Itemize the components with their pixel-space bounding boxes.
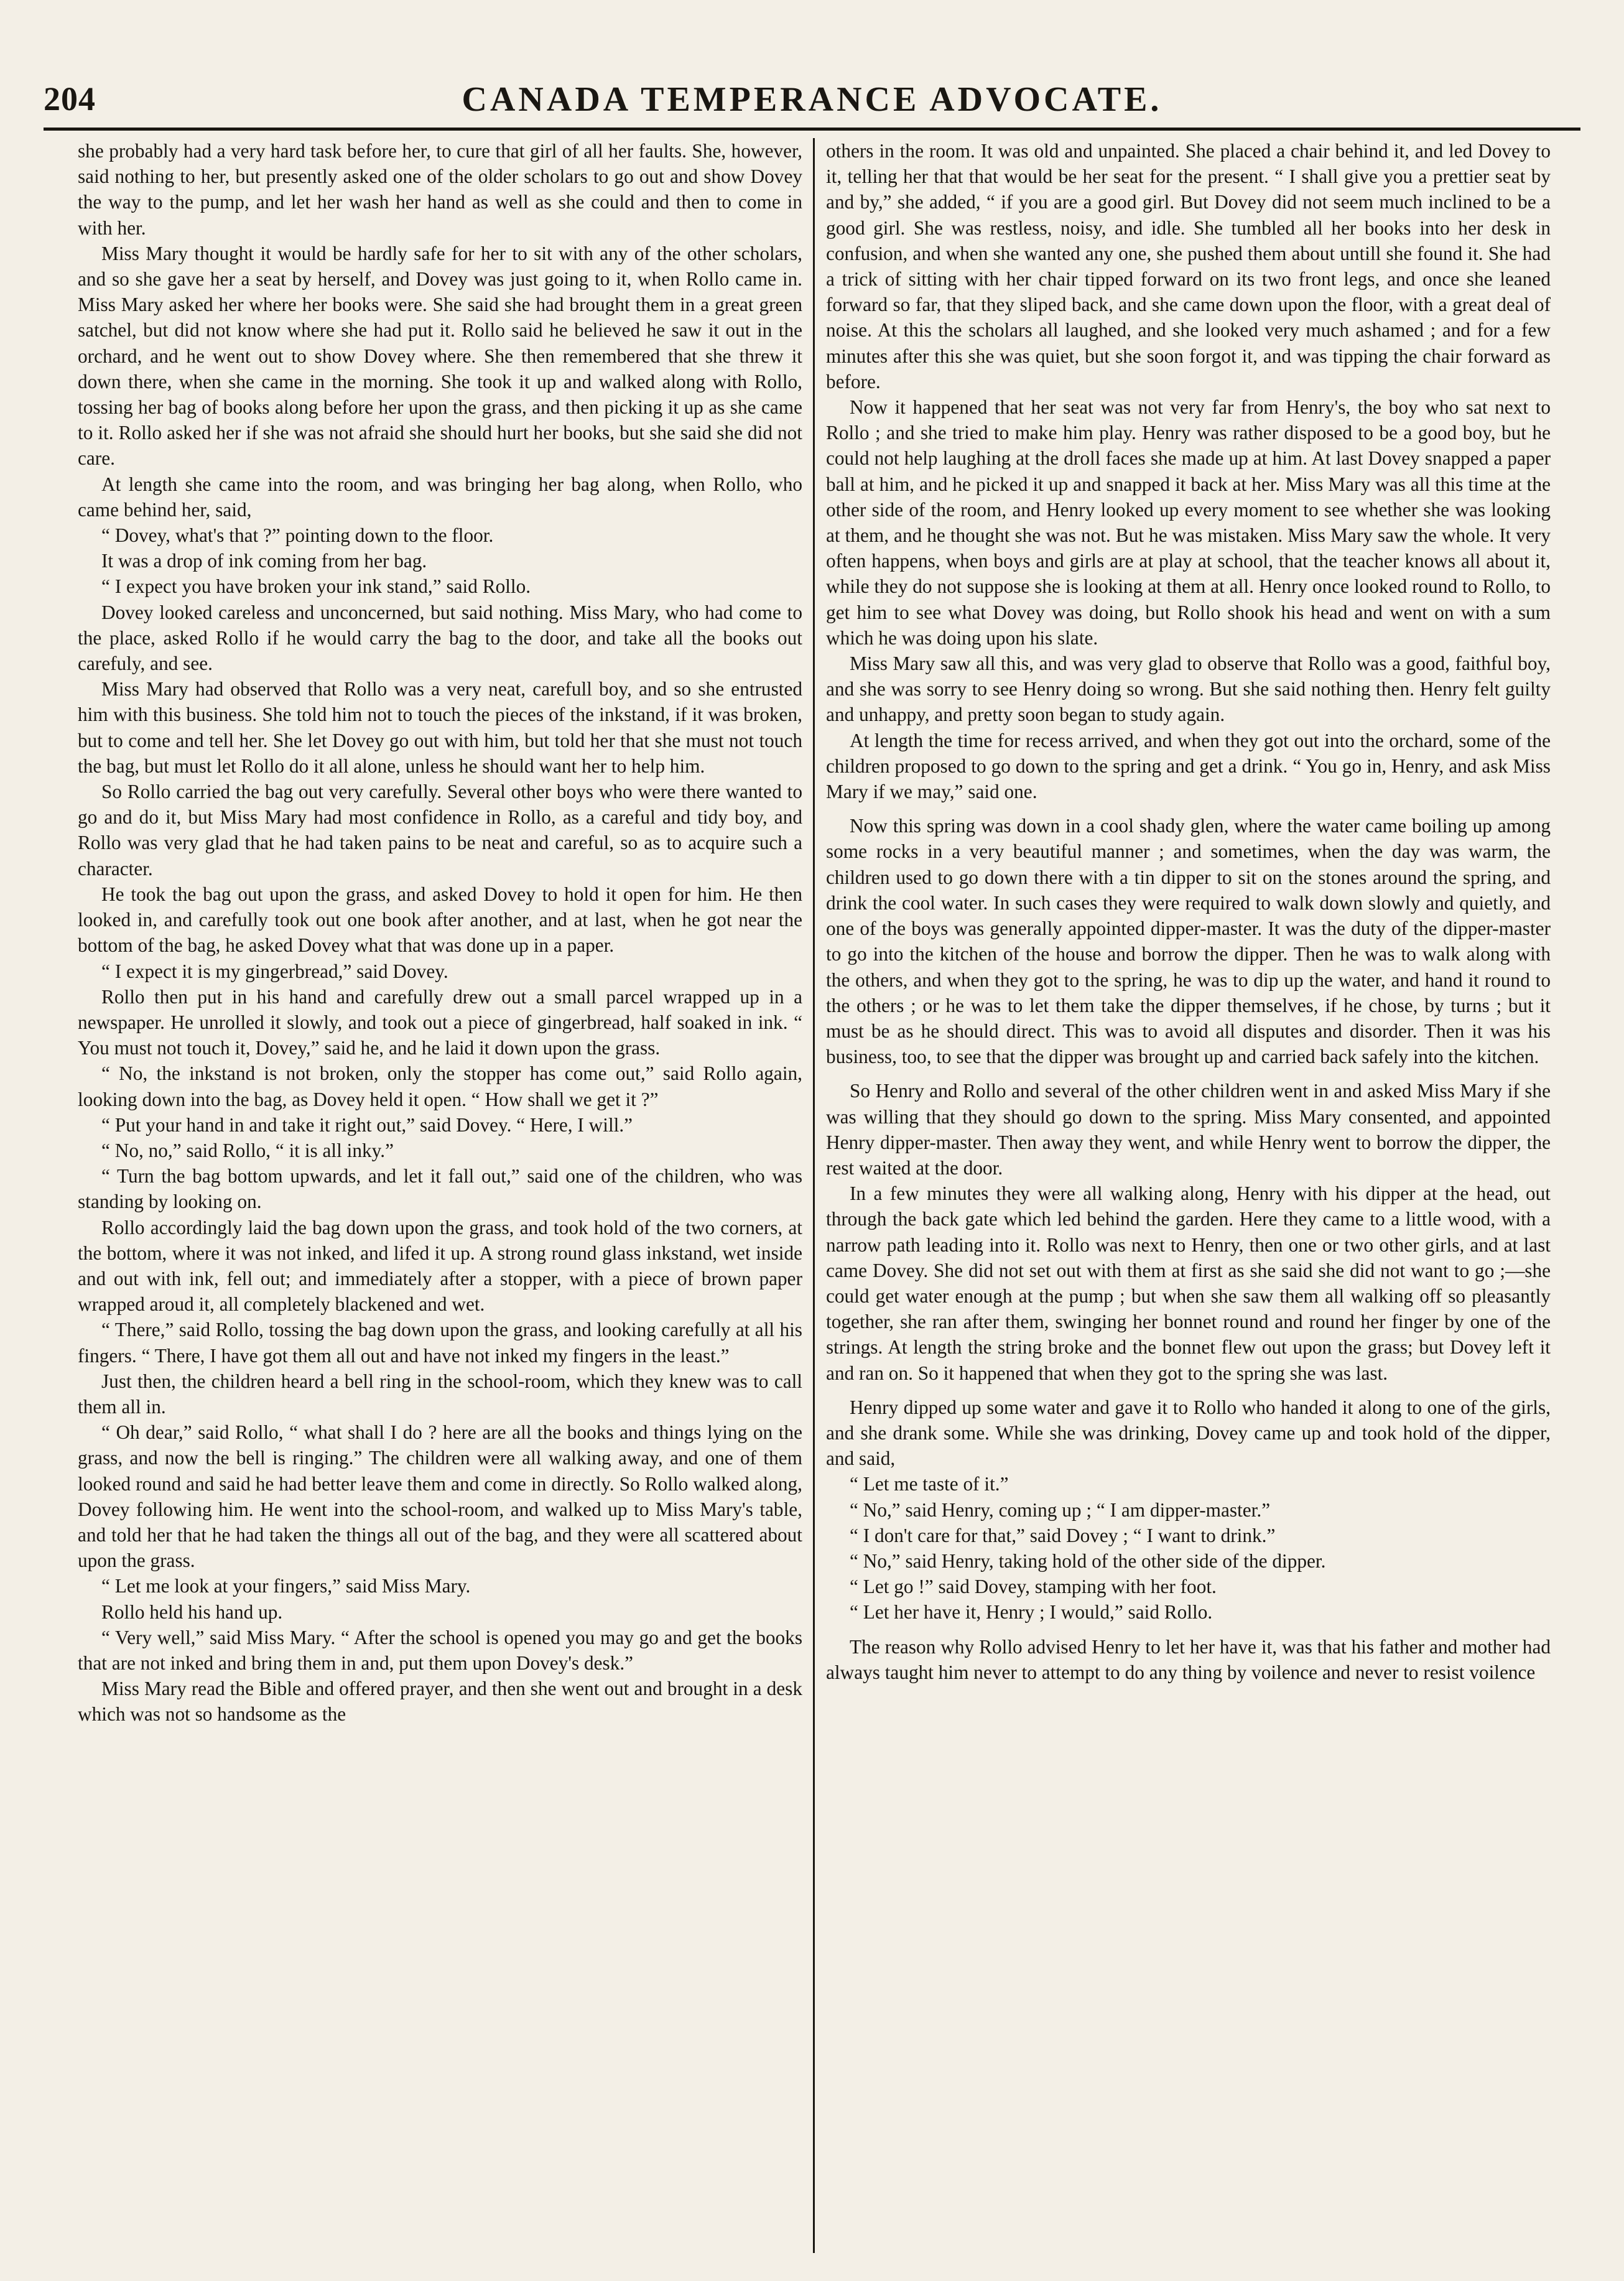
journal-title: CANADA TEMPERANCE ADVOCATE. xyxy=(462,80,1162,119)
paragraph: Miss Mary had observed that Rollo was a very neat, carefull boy, and so she entrusted him with this business. She told him not to touch the pieces of the inkstand, if it was broken, but to come and tell her. She let Dovey go out with him, but told her that she must not touch the bag, but must let Rollo do it all alone, unless he should want her to help him. xyxy=(78,678,802,777)
header-rule xyxy=(44,128,1580,131)
paragraph: Now it happened that her seat was not very far from Henry's, the boy who sat next to Rollo ; and she tried to make him play. Henry was rather disposed to be a good boy, but he could not help laughing at the droll faces she made up at him. At last Dovey snapped a paper ball at him, and he picked it up and snapped it back at her. Miss Mary was all this time at the other side of the room, and Henry looked up every moment to see whether she was looking at them, and he thought she was not. But he was mistaken. Miss Mary saw the whole. It very often happens, when boys and girls are at play at school, that the teacher knows all about it, while they do not suppose she is looking at them at all. Henry once looked round to Rollo, to get him to see what Dovey was doing, but Rollo shook his head and went on with a sum which he was doing upon his slate. xyxy=(826,396,1551,649)
left-column xyxy=(78,138,802,2253)
paragraph: Rollo accordingly laid the bag down upon the grass, and took hold of the two corners, at the bottom, where it was not inked, and lifed it up. A strong round glass inkstand, wet inside and out with ink, fell out; and immediately after a stopper, with a piece of brown paper wrapped aroud it, all completely blackened and wet. xyxy=(78,1216,802,1316)
paragraph: He took the bag out upon the grass, and asked Dovey to hold it open for him. He then looked in, and carefully took out one book after another, and at last, when he got near the bottom of the bag, he asked Dovey what that was done up in a paper. xyxy=(78,883,802,957)
paragraph: At length the time for recess arrived, and when they got out into the orchard, some of the children proposed to go down to the spring and get a drink. “ You go in, Henry, and ask Miss Mary if we may,” said one. xyxy=(826,729,1551,803)
paragraph: “ Turn the bag bottom upwards, and let it fall out,” said one of the children, who was standing by looking on. xyxy=(78,1165,802,1213)
paragraph: “ No, the inkstand is not broken, only the stopper has come out,” said Rollo again, looking down into the bag, as Dovey held it open. “ How shall we get it ?” xyxy=(78,1062,802,1110)
paragraph: Just then, the children heard a bell ring in the school-room, which they knew was to call them all in. xyxy=(78,1370,802,1418)
paragraph: Miss Mary thought it would be hardly safe for her to sit with any of the other scholars, and so she gave her a seat by herself, and Dovey was just going to it, when Rollo came in. Miss Mary asked her where her books were. She said she had brought them in a great green satchel, but did not know where she had put it. Rollo said he believed he saw it out in the orchard, and he went out to show Dovey where. She then remembered that she threw it down there, when she came in the morning. She took it up and walked along with Rollo, tossing her bag of books along before her upon the grass, and then picking it up as she came to it. Rollo asked her if she was not afraid she should hurt her books, but she said she did not care. xyxy=(78,242,802,470)
paragraph: It was a drop of ink coming from her bag. xyxy=(101,550,427,572)
paragraph: “ Let her have it, Henry ; I would,” said Rollo. xyxy=(850,1601,1213,1624)
paragraph: “ No,” said Henry, taking hold of the other side of the dipper. xyxy=(850,1549,1326,1572)
paragraph: Miss Mary saw all this, and was very glad to observe that Rollo was a good, faithful boy, and she was sorry to see Henry doing so wrong. But she said nothing then. Henry felt guilty and unhappy, and pretty soon began to study again. xyxy=(826,653,1551,726)
paragraph: she probably had a very hard task before her, to cure that girl of all her faults. She, however, said nothing to her, but presently asked one of the older scholars to go out and show Dovey the way to the pump, and let her wash her hand as well as she could and then to come in with her. xyxy=(78,140,802,239)
paragraph: “ Let me taste of it.” xyxy=(850,1473,1009,1495)
paragraph: Henry dipped up some water and gave it to Rollo who handed it along to one of the girls, and she drank some. While she was drinking, Dovey came up and took hold of the dipper, and said, xyxy=(826,1396,1551,1470)
column-divider xyxy=(813,138,815,2253)
paragraph: So Rollo carried the bag out very carefully. Several other boys who were there wanted to go and do it, but Miss Mary had most confidence in Rollo, as a careful and tidy boy, and Rollo was very glad that he had taken pains to be neat and careful, so as to acquire such a character. xyxy=(78,781,802,880)
paragraph: “ I expect you have broken your ink stand,” said Rollo. xyxy=(101,575,531,598)
paragraph: “ Oh dear,” said Rollo, “ what shall I do ? here are all the books and things lying on the grass, and now the bell is ringing.” The children were all walking away, and one of them looked round and said he had better leave them and come in directly. So Rollo walked along, Dovey following him. He went into the school-room, and walked up to Miss Mary's table, and told her that he had taken the things all out of the bag, and they were all scattered about upon the grass. xyxy=(78,1421,802,1572)
paragraph: So Henry and Rollo and several of the other children went in and asked Miss Mary if she was willing that they should go down to the spring. Miss Mary consented, and appointed Henry dipper-master. Then away they went, and while Henry went to borrow the dipper, the rest waited at the door. xyxy=(826,1080,1551,1179)
paragraph: “ I don't care for that,” said Dovey ; “ I want to drink.” xyxy=(850,1524,1276,1546)
paragraph: The reason why Rollo advised Henry to let her have it, was that his father and mother had always taught him never to attempt to do any thing by voilence and never to resist voilence xyxy=(826,1635,1551,1683)
paragraph: “ No, no,” said Rollo, “ it is all inky.” xyxy=(101,1139,394,1161)
paragraph: “ Let me look at your fingers,” said Miss Mary. xyxy=(101,1575,471,1597)
paragraph: “ There,” said Rollo, tossing the bag down upon the grass, and looking carefully at all his fingers. “ There, I have got them all out and have not inked my fingers in the least.” xyxy=(78,1319,802,1367)
page-header xyxy=(44,80,1580,123)
paragraph: Dovey looked careless and unconcerned, but said nothing. Miss Mary, who had come to the place, asked Rollo if he would carry the bag to the door, and take all the books out carefuly, and see. xyxy=(78,601,802,675)
paragraph: “ Let go !” said Dovey, stamping with her foot. xyxy=(850,1576,1217,1598)
paragraph: Rollo held his hand up. xyxy=(101,1600,283,1623)
paragraph: Rollo then put in his hand and carefully drew out a small parcel wrapped up in a newspaper. He unrolled it slowly, and took out a piece of gingerbread, half soaked in ink. “ You must not touch it, Dovey,” said he, and he laid it down upon the grass. xyxy=(78,985,802,1059)
paragraph: “ Dovey, what's that ?” pointing down to the floor. xyxy=(101,524,494,547)
paragraph: At length she came into the room, and was bringing her bag along, when Rollo, who came behind her, said, xyxy=(78,473,802,521)
paragraph: “ Put your hand in and take it right out,” said Dovey. “ Here, I will.” xyxy=(101,1113,633,1136)
paragraph: Miss Mary read the Bible and offered prayer, and then she went out and brought in a desk which was not so handsome as the xyxy=(78,1678,802,1726)
paragraph: In a few minutes they were all walking along, Henry with his dipper at the head, out through the back gate which led behind the garden. Here they came to a little wood, with a narrow path leading into it. Rollo was next to Henry, then one or two other girls, and at last came Dovey. She did not set out with them at first as she said she did not want to go ;—she could get water enough at the pump ; but when she saw them all walking off so pleasantly together, she ran after them, swinging her bonnet round and round her finger by one of the strings. At length the string broke and the bonnet flew out upon the grass; but Dovey left it and ran on. So it happened that when they got to the spring she was last. xyxy=(826,1182,1551,1384)
right-column xyxy=(826,138,1551,2253)
paragraph: Now this spring was down in a cool shady glen, where the water came boiling up among some rocks in a very beautiful manner ; and sometimes, when the day was warm, the children used to go down there with a tin dipper to sit on the stones around the spring, and drink the cool water. In such cases they were required to walk down slowly and quietly, and one of the boys was generally appointed dipper-master. It was the duty of the dipper-master to go into the kitchen of the house and borrow the dipper. Then he was to walk along with the others, and when they got to the spring, he was to dip up the water, and hand it round to the others ; or he was to let them take the dipper themselves, if he chose, by turns ; but it must be as he should direct. This was to avoid all disputes and disorder. Then it was his business, too, to see that the dipper was brought up and carried back safely into the kitchen. xyxy=(826,815,1551,1068)
paragraph: others in the room. It was old and unpainted. She placed a chair behind it, and led Dovey to it, telling her that that would be her seat for the present. “ I shall give you a prettier seat by and by,” she added, “ if you are a good girl. But Dovey did not seem much inclined to be a good girl. She was restless, noisy, and idle. She tumbled all her books into her desk in confusion, and when she wanted any one, she pushed them about untill she found it. She had a trick of sitting with her chair tipped forward on its two front legs, and once she leaned forward so far, that they sliped back, and she came down upon the floor, with a great deal of noise. At this the scholars all laughed, and she looked very much ashamed ; and for a few minutes after this she was quiet, but she soon forgot it, and was tipping the chair forward as before. xyxy=(826,140,1551,393)
paragraph: “ I expect it is my gingerbread,” said Dovey. xyxy=(101,960,448,982)
page-number: 204 xyxy=(44,80,96,118)
paragraph: “ No,” said Henry, coming up ; “ I am dipper-master.” xyxy=(850,1498,1271,1521)
paragraph: “ Very well,” said Miss Mary. “ After the school is opened you may go and get the books that are not inked and bring them in and, put them upon Dovey's desk.” xyxy=(78,1626,802,1674)
